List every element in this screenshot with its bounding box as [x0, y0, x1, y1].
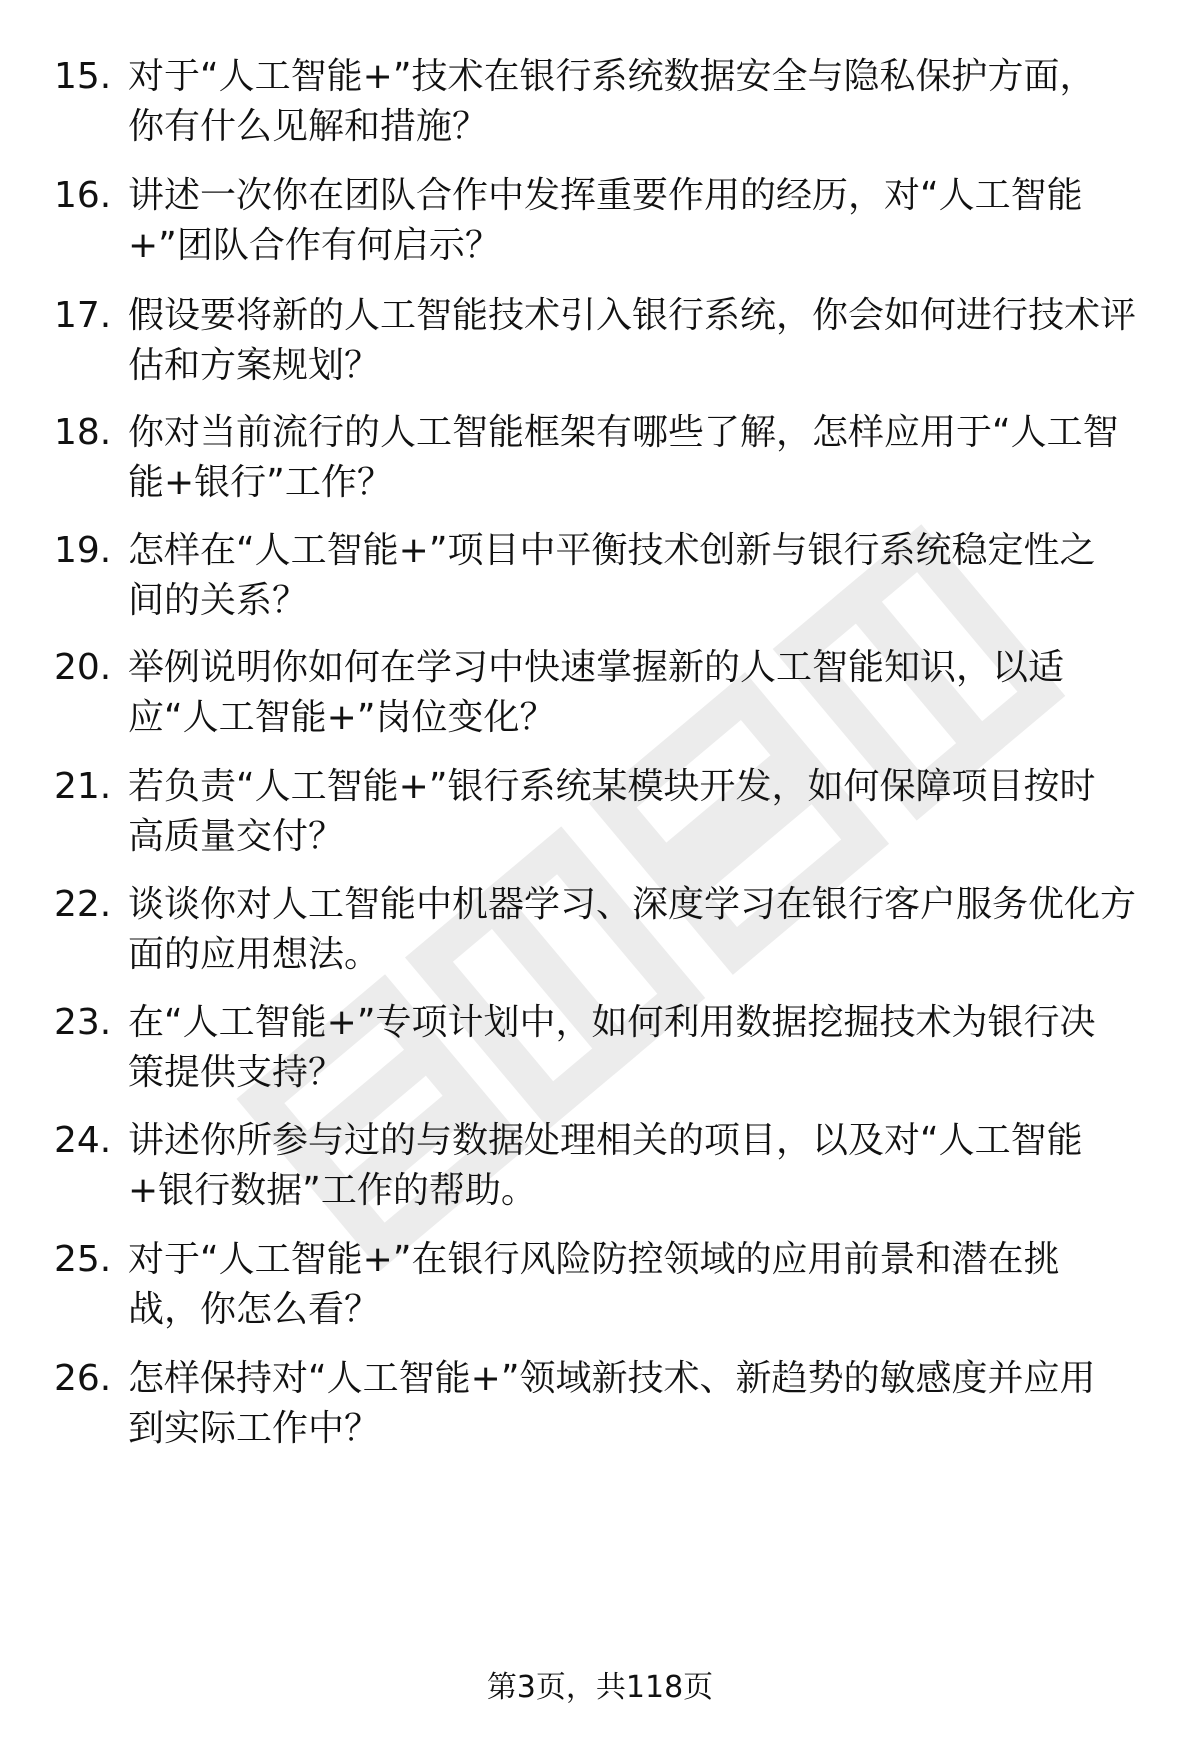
- question-text: [128, 171, 1133, 271]
- question-text: [128, 880, 1137, 980]
- question-number: 20.: [54, 647, 112, 688]
- question-line: 你对当前流行的人工智能框架有哪些了解，怎样应用于“人工智: [128, 412, 1119, 453]
- question-line: 间的关系？: [128, 580, 309, 621]
- question-line: 若负责“人工智能+”银行系统某模块开发，如何保障项目按时: [128, 766, 1096, 807]
- question-text: [128, 1354, 1133, 1454]
- question-text: [128, 1116, 1133, 1216]
- question-line: 高质量交付？: [128, 816, 345, 857]
- question-number: 15.: [54, 56, 112, 97]
- question-line: 估和方案规划？: [128, 345, 381, 386]
- question-line: 讲述你所参与过的与数据处理相关的项目，以及对“人工智能: [128, 1120, 1083, 1161]
- question-line: 战，你怎么看？: [128, 1289, 381, 1330]
- question-line: 应“人工智能+”岗位变化？: [128, 697, 556, 738]
- question-line: 假设要将新的人工智能技术引入银行系统，你会如何进行技术评: [128, 295, 1137, 336]
- page-footer: 第3页，共118页: [486, 1670, 714, 1705]
- question-line: 怎样在“人工智能+”项目中平衡技术创新与银行系统稳定性之: [128, 530, 1096, 571]
- question-text: [128, 526, 1133, 626]
- question-line: 对于“人工智能+”技术在银行系统数据安全与隐私保护方面，: [128, 56, 1096, 97]
- question-line: 讲述一次你在团队合作中发挥重要作用的经历，对“人工智能: [128, 175, 1083, 216]
- question-number: 21.: [54, 766, 112, 807]
- question-line: 谈谈你对人工智能中机器学习、深度学习在银行客户服务优化方: [128, 884, 1137, 925]
- question-line: 怎样保持对“人工智能+”领域新技术、新趋势的敏感度并应用: [128, 1358, 1096, 1399]
- question-text: [128, 52, 1133, 152]
- question-text: [128, 643, 1133, 743]
- question-number: 25.: [54, 1239, 112, 1280]
- question-number: 17.: [54, 295, 112, 336]
- question-line: 在“人工智能+”专项计划中，如何利用数据挖掘技术为银行决: [128, 1002, 1096, 1043]
- question-number: 24.: [54, 1120, 112, 1161]
- question-line: +银行数据”工作的帮助。: [128, 1170, 537, 1211]
- question-line: 举例说明你如何在学习中快速掌握新的人工智能知识，以适: [128, 647, 1065, 688]
- question-line: 对于“人工智能+”在银行风险防控领域的应用前景和潜在挑: [128, 1239, 1060, 1280]
- question-text: [128, 1235, 1133, 1335]
- question-number: 19.: [54, 530, 112, 571]
- question-number: 18.: [54, 412, 112, 453]
- question-text: [128, 408, 1133, 508]
- question-text: [128, 291, 1137, 391]
- question-line: 策提供支持？: [128, 1052, 345, 1093]
- question-number: 16.: [54, 175, 112, 216]
- question-number: 26.: [54, 1358, 112, 1399]
- question-number: 22.: [54, 884, 112, 925]
- question-number: 23.: [54, 1002, 112, 1043]
- question-line: 面的应用想法。: [128, 934, 381, 975]
- question-text: [128, 998, 1133, 1098]
- question-line: 到实际工作中？: [128, 1408, 381, 1449]
- question-line: 能+银行”工作？: [128, 462, 393, 503]
- question-line: 你有什么见解和措施？: [128, 106, 489, 147]
- question-line: +”团队合作有何启示？: [128, 225, 501, 266]
- question-text: [128, 762, 1133, 862]
